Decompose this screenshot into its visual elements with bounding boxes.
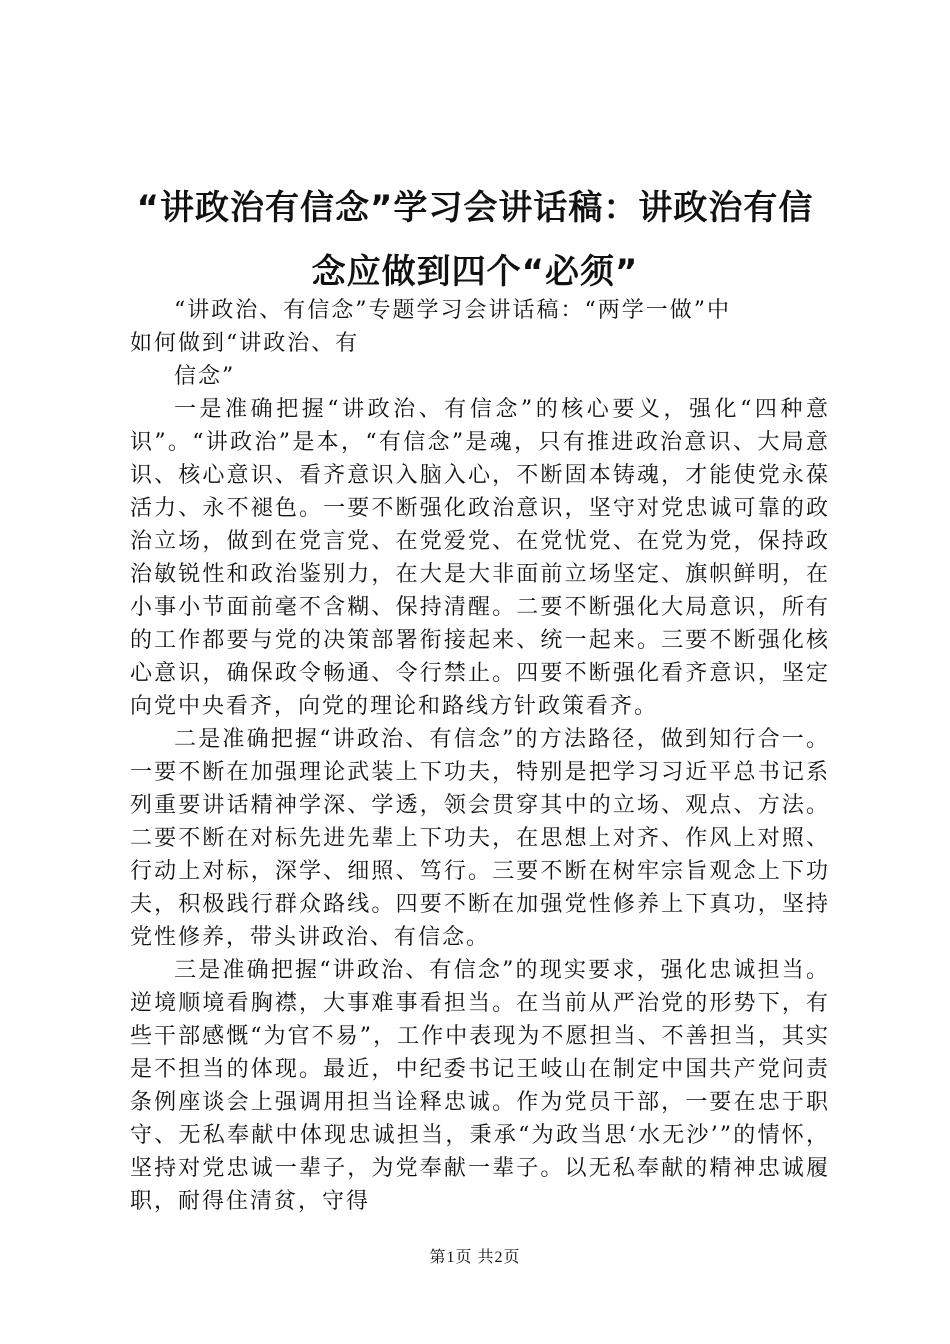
intro-line-2: 如何做到“讲政治、有 xyxy=(130,331,360,356)
page-footer: 第1页 共2页 xyxy=(429,1249,521,1266)
paragraph-3: 三是准确把握“讲政治、有信念”的现实要求，强化忠诚担当。逆境顺境看胸襟，大事难事看担当。在当前从严治党的形势下，有些干部感慨“为官不易”，工作中表现为不愿担当、不善担当，其实是不担当的体现。最近，中纪委书记王岐山在制定中国共产党问责条例座谈会上强调用担当诠释忠诚。作为党员干部，一要在忠于职守、无私奉献中体现忠诚担当，秉承“为政当思‘水无沙’”的情怀，坚持对党忠诚一辈子，为党奉献一辈子。以无私奉献的精神忠诚履职，耐得住清贫，守得 xyxy=(130,958,830,1214)
paragraph-1: 一是准确把握“讲政治、有信念”的核心要义，强化“四种意识”。“讲政治”是本，“有信念”是魂，只有推进政治意识、大局意识、核心意识、看齐意识入脑入心，不断固本铸魂，才能使党永葆活力、永不褪色。一要不断强化政治意识，坚守对党忠诚可靠的政治立场，做到在党言党、在党爱党、在党忧党、在党为党，保持政治敏锐性和政治鉴别力，在大是大非面前立场坚定、旗帜鲜明，在小事小节面前毫不含糊、保持清醒。二要不断强化大局意识，所有的工作都要与党的决策部署衔接起来、统一起来。三要不断强化核心意识，确保政令畅通、令行禁止。四要不断强化看齐意识，坚定向党中央看齐，向党的理论和路线方针政策看齐。 xyxy=(130,397,830,719)
intro-line-3: 信念” xyxy=(174,364,236,389)
document-body xyxy=(130,294,830,1218)
paragraph-2: 二是准确把握“讲政治、有信念”的方法路径，做到知行合一。一要不断在加强理论武装上下功夫，特别是把学习习近平总书记系列重要讲话精神学深、学透，领会贯穿其中的立场、观点、方法。二要不断在对标先进先辈上下功夫，在思想上对齐、作风上对照、行动上对标，深学、细照、笃行。三要不断在树牢宗旨观念上下功夫，积极践行群众路线。四要不断在加强党性修养上下真功，坚持党性修养，带头讲政治、有信念。 xyxy=(130,727,830,950)
document-title: “讲政治有信念”学习会讲话稿：讲政治有信念应做到四个“必须” xyxy=(136,188,814,292)
intro-line-1: “讲政治、有信念”专题学习会讲话稿：“两学一做”中 xyxy=(174,298,731,323)
